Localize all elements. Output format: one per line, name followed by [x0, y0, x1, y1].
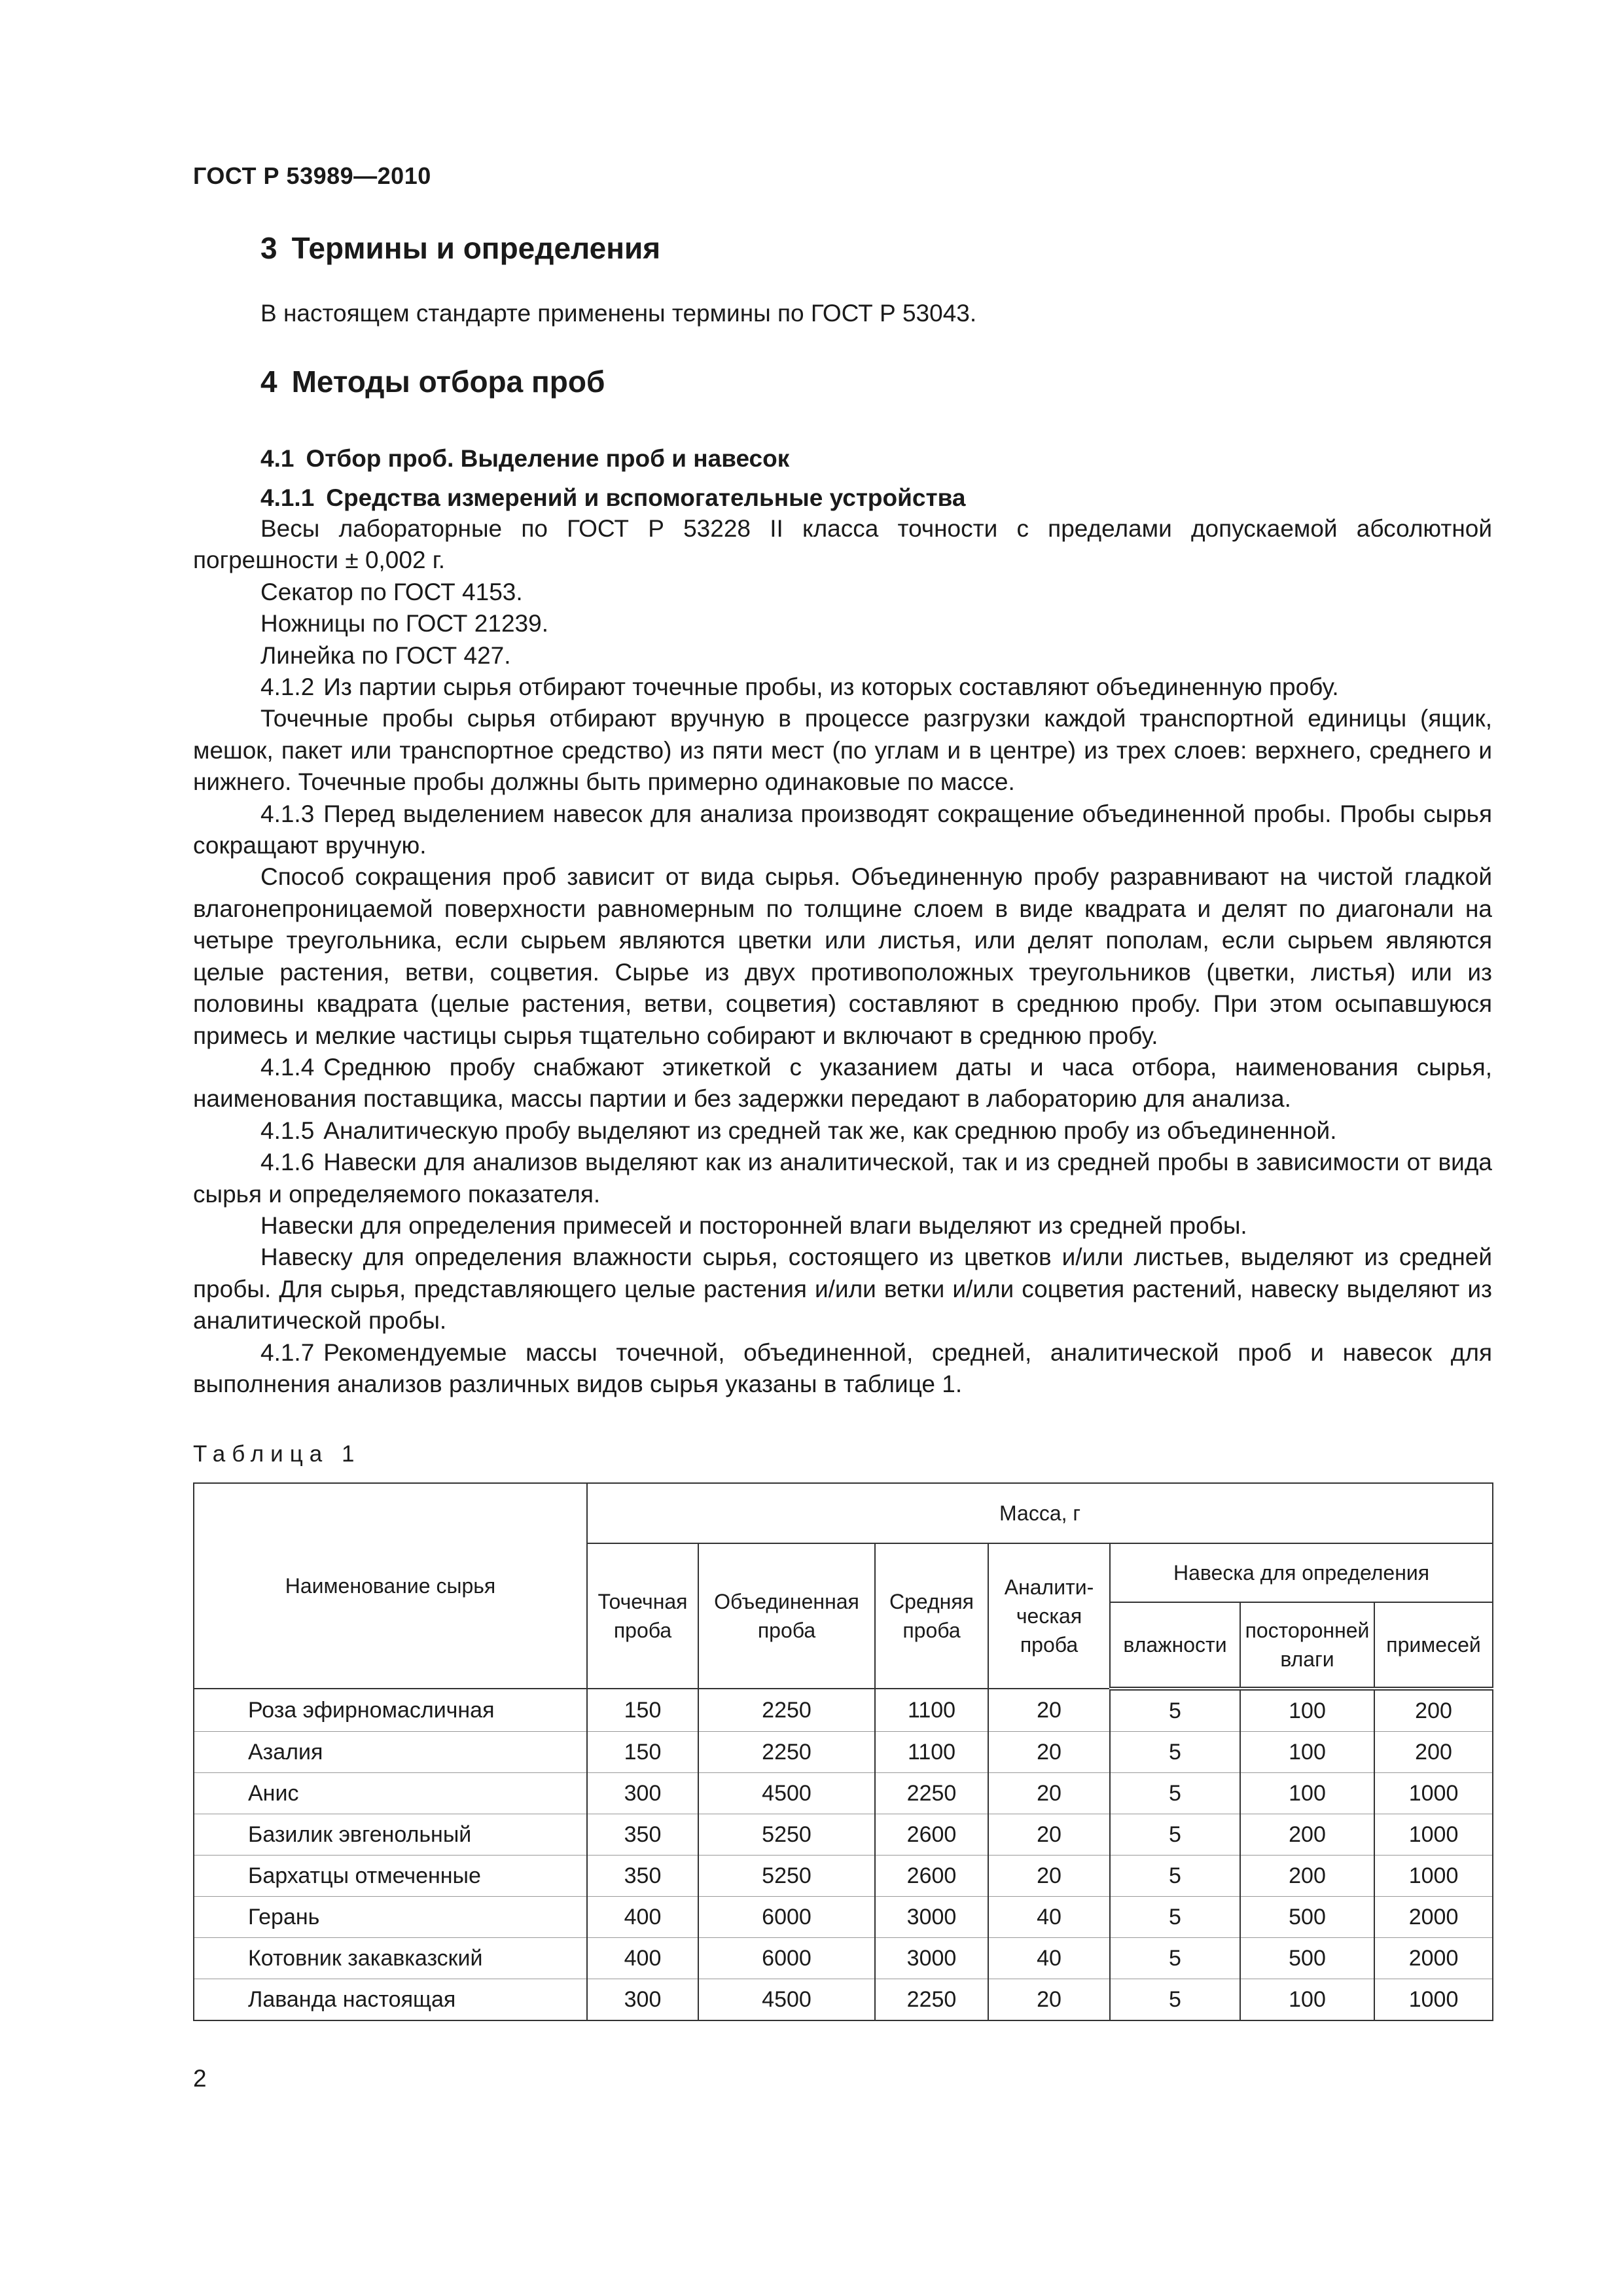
material-name-cell: Анис	[194, 1773, 587, 1814]
mass-value-cell: 2250	[875, 1773, 988, 1814]
paragraph	[193, 672, 1492, 703]
paragraph-text: Весы лабораторные по ГОСТ Р 53228 II класса точности с пределами допускаемой абсолютной погрешности ± 0,002 г.	[193, 515, 1492, 574]
paragraph	[193, 703, 1492, 798]
mass-value-cell: 5250	[698, 1856, 875, 1897]
paragraph	[193, 577, 1492, 608]
section-3-title: Термины и определения	[291, 231, 661, 265]
mass-value-cell: 6000	[698, 1897, 875, 1938]
clause-number: 4.1.5	[260, 1117, 315, 1144]
paragraph-text: Линейка по ГОСТ 427.	[260, 641, 511, 669]
mass-value-cell: 5	[1110, 1979, 1240, 2021]
paragraph	[193, 640, 1492, 672]
table-row	[194, 1689, 1493, 1732]
paragraph	[193, 513, 1492, 577]
paragraph	[193, 798, 1492, 862]
clause-number: 4.1.4	[260, 1053, 315, 1081]
paragraph-text: Способ сокращения проб зависит от вида сырья. Объединенную пробу разравнивают на чистой гладкой влагонепроницаемой поверхности равномерным по толщине слоем в виде квадрата и делят по диагонали на четыре треугольника, если сырьем являются цветки или листья, или делят пополам, если сырьем являются целые растения, ветви, соцветия. Сырье из двух противоположных треугольников (цветки, листья) или из половины квадрата (целые растения, ветви, соцветия) составляют в среднюю пробу. При этом осыпавшуюся примесь и мелкие частицы сырья тщательно собирают и включают в среднюю пробу.	[193, 863, 1492, 1049]
mass-value-cell: 500	[1240, 1897, 1374, 1938]
mass-value-cell: 5	[1110, 1938, 1240, 1979]
clause-number: 4.1.3	[260, 800, 315, 827]
mass-value-cell: 200	[1240, 1814, 1374, 1856]
paragraph-text: Аналитическую пробу выделяют из средней так же, как среднюю пробу из объединенной.	[323, 1117, 1337, 1144]
mass-value-cell: 20	[988, 1773, 1110, 1814]
material-name-cell: Котовник закавказский	[194, 1938, 587, 1979]
material-name-cell: Роза эфирномасличная	[194, 1689, 587, 1732]
paragraph	[193, 608, 1492, 639]
subsection-4-1-1-number: 4.1.1	[260, 484, 315, 511]
header-analytical-sample: Аналитическая проба	[988, 1543, 1110, 1689]
clause-number: 4.1.7	[260, 1338, 315, 1366]
section-4-heading	[260, 364, 605, 399]
material-name-cell: Лаванда настоящая	[194, 1979, 587, 2021]
mass-value-cell: 350	[587, 1814, 698, 1856]
mass-value-cell: 100	[1240, 1689, 1374, 1732]
mass-value-cell: 1000	[1374, 1814, 1493, 1856]
mass-value-cell: 500	[1240, 1938, 1374, 1979]
mass-value-cell: 4500	[698, 1979, 875, 2021]
mass-value-cell: 1100	[875, 1732, 988, 1773]
mass-value-cell: 40	[988, 1938, 1110, 1979]
header-name: Наименование сырья	[194, 1483, 587, 1689]
mass-value-cell: 2600	[875, 1814, 988, 1856]
table-row	[194, 1773, 1493, 1814]
mass-value-cell: 200	[1240, 1856, 1374, 1897]
mass-table	[193, 1482, 1493, 2021]
section-3-heading	[260, 230, 660, 266]
paragraph-text: Секатор по ГОСТ 4153.	[260, 578, 523, 605]
mass-value-cell: 2000	[1374, 1938, 1493, 1979]
mass-value-cell: 2250	[698, 1732, 875, 1773]
header-foreign-moisture: посторонней влаги	[1240, 1602, 1374, 1689]
paragraph-text: Ножницы по ГОСТ 21239.	[260, 610, 548, 637]
mass-value-cell: 20	[988, 1856, 1110, 1897]
page-number: 2	[193, 2065, 207, 2092]
section-4-body	[193, 513, 1492, 1400]
mass-value-cell: 5	[1110, 1897, 1240, 1938]
mass-value-cell: 200	[1374, 1732, 1493, 1773]
mass-value-cell: 3000	[875, 1897, 988, 1938]
mass-value-cell: 2600	[875, 1856, 988, 1897]
header-mass: Масса, г	[587, 1483, 1493, 1543]
material-name-cell: Азалия	[194, 1732, 587, 1773]
table-row	[194, 1732, 1493, 1773]
table-row	[194, 1979, 1493, 2021]
mass-value-cell: 4500	[698, 1773, 875, 1814]
material-name-cell: Герань	[194, 1897, 587, 1938]
header-impurities: примесей	[1374, 1602, 1493, 1689]
mass-value-cell: 5	[1110, 1732, 1240, 1773]
table-body	[194, 1689, 1493, 2020]
paragraph-text: Рекомендуемые массы точечной, объединенной, средней, аналитической проб и навесок для выполнения анализов различных видов сырья указаны в таблице 1.	[193, 1338, 1492, 1397]
mass-value-cell: 350	[587, 1856, 698, 1897]
mass-value-cell: 1000	[1374, 1773, 1493, 1814]
table-row	[194, 1938, 1493, 1979]
section-3-text: В настоящем стандарте применены термины по ГОСТ Р 53043.	[260, 300, 977, 327]
paragraph	[193, 1242, 1492, 1336]
mass-value-cell: 2250	[875, 1979, 988, 2021]
material-name-cell: Базилик эвгенольный	[194, 1814, 587, 1856]
paragraph-text: Перед выделением навесок для анализа производят сокращение объединенной пробы. Пробы сырья сокращают вручную.	[193, 800, 1492, 859]
paragraph-text: Навески для определения примесей и посторонней влаги выделяют из средней пробы.	[260, 1211, 1247, 1239]
paragraph	[193, 861, 1492, 1051]
mass-value-cell: 100	[1240, 1979, 1374, 2021]
paragraph	[193, 1115, 1492, 1147]
mass-value-cell: 6000	[698, 1938, 875, 1979]
section-3-number: 3	[260, 231, 277, 265]
mass-value-cell: 300	[587, 1979, 698, 2021]
mass-value-cell: 150	[587, 1689, 698, 1732]
mass-value-cell: 100	[1240, 1773, 1374, 1814]
mass-value-cell: 400	[587, 1897, 698, 1938]
paragraph	[193, 1337, 1492, 1401]
mass-value-cell: 5	[1110, 1689, 1240, 1732]
subsection-4-1-title: Отбор проб. Выделение проб и навесок	[306, 445, 790, 472]
mass-value-cell: 100	[1240, 1732, 1374, 1773]
paragraph-text: Навески для анализов выделяют как из аналитической, так и из средней пробы в зависимости от вида сырья и определяемого показателя.	[193, 1149, 1492, 1208]
mass-value-cell: 2250	[698, 1689, 875, 1732]
mass-value-cell: 400	[587, 1938, 698, 1979]
header-average-sample: Средняя проба	[875, 1543, 988, 1689]
table-row	[194, 1897, 1493, 1938]
mass-value-cell: 20	[988, 1689, 1110, 1732]
mass-value-cell: 20	[988, 1814, 1110, 1856]
mass-value-cell: 200	[1374, 1689, 1493, 1732]
table-caption: Таблица 1	[193, 1441, 361, 1467]
mass-value-cell: 150	[587, 1732, 698, 1773]
paragraph	[193, 1147, 1492, 1210]
header-combined-sample: Объединенная проба	[698, 1543, 875, 1689]
mass-value-cell: 20	[988, 1732, 1110, 1773]
header-humidity: влажности	[1110, 1602, 1240, 1689]
mass-value-cell: 3000	[875, 1938, 988, 1979]
mass-value-cell: 1100	[875, 1689, 988, 1732]
subsection-4-1-1-heading	[260, 484, 965, 512]
mass-value-cell: 20	[988, 1979, 1110, 2021]
table-row	[194, 1814, 1493, 1856]
document-code: ГОСТ Р 53989—2010	[193, 162, 431, 189]
mass-value-cell: 2000	[1374, 1897, 1493, 1938]
clause-number: 4.1.2	[260, 673, 315, 701]
header-point-sample: Точечная проба	[587, 1543, 698, 1689]
subsection-4-1-number: 4.1	[260, 445, 294, 472]
mass-value-cell: 5250	[698, 1814, 875, 1856]
header-sample-for: Навеска для определения	[1110, 1543, 1493, 1602]
clause-number: 4.1.6	[260, 1149, 315, 1176]
mass-value-cell: 1000	[1374, 1979, 1493, 2021]
mass-value-cell: 5	[1110, 1814, 1240, 1856]
paragraph-text: Точечные пробы сырья отбирают вручную в процессе разгрузки каждой транспортной единицы (ящик, мешок, пакет или транспортное средство) из пяти мест (по углам и в центре) из трех слоев: верхнего, среднего и нижнего. Точечные пробы должны быть примерно одинаковые по массе.	[193, 705, 1492, 796]
subsection-4-1-heading	[260, 445, 789, 473]
mass-value-cell: 1000	[1374, 1856, 1493, 1897]
paragraph	[193, 1210, 1492, 1242]
paragraph	[193, 1052, 1492, 1115]
paragraph-text: Среднюю пробу снабжают этикеткой с указанием даты и часа отбора, наименования сырья, наименования поставщика, массы партии и без задержки передают в лабораторию для анализа.	[193, 1053, 1492, 1113]
paragraph-text: Из партии сырья отбирают точечные пробы, из которых составляют объединенную пробу.	[323, 673, 1339, 701]
table-row	[194, 1856, 1493, 1897]
mass-value-cell: 300	[587, 1773, 698, 1814]
paragraph-text: Навеску для определения влажности сырья, состоящего из цветков и/или листьев, выделяют из средней пробы. Для сырья, представляющего целые растения и/или ветки и/или соцветия растений, навеску выделяют из аналитической пробы.	[193, 1244, 1492, 1335]
mass-value-cell: 5	[1110, 1773, 1240, 1814]
material-name-cell: Бархатцы отмеченные	[194, 1856, 587, 1897]
section-4-number: 4	[260, 365, 277, 399]
section-4-title: Методы отбора проб	[291, 365, 605, 399]
mass-value-cell: 5	[1110, 1856, 1240, 1897]
subsection-4-1-1-title: Средства измерений и вспомогательные устройства	[326, 484, 966, 511]
mass-value-cell: 40	[988, 1897, 1110, 1938]
